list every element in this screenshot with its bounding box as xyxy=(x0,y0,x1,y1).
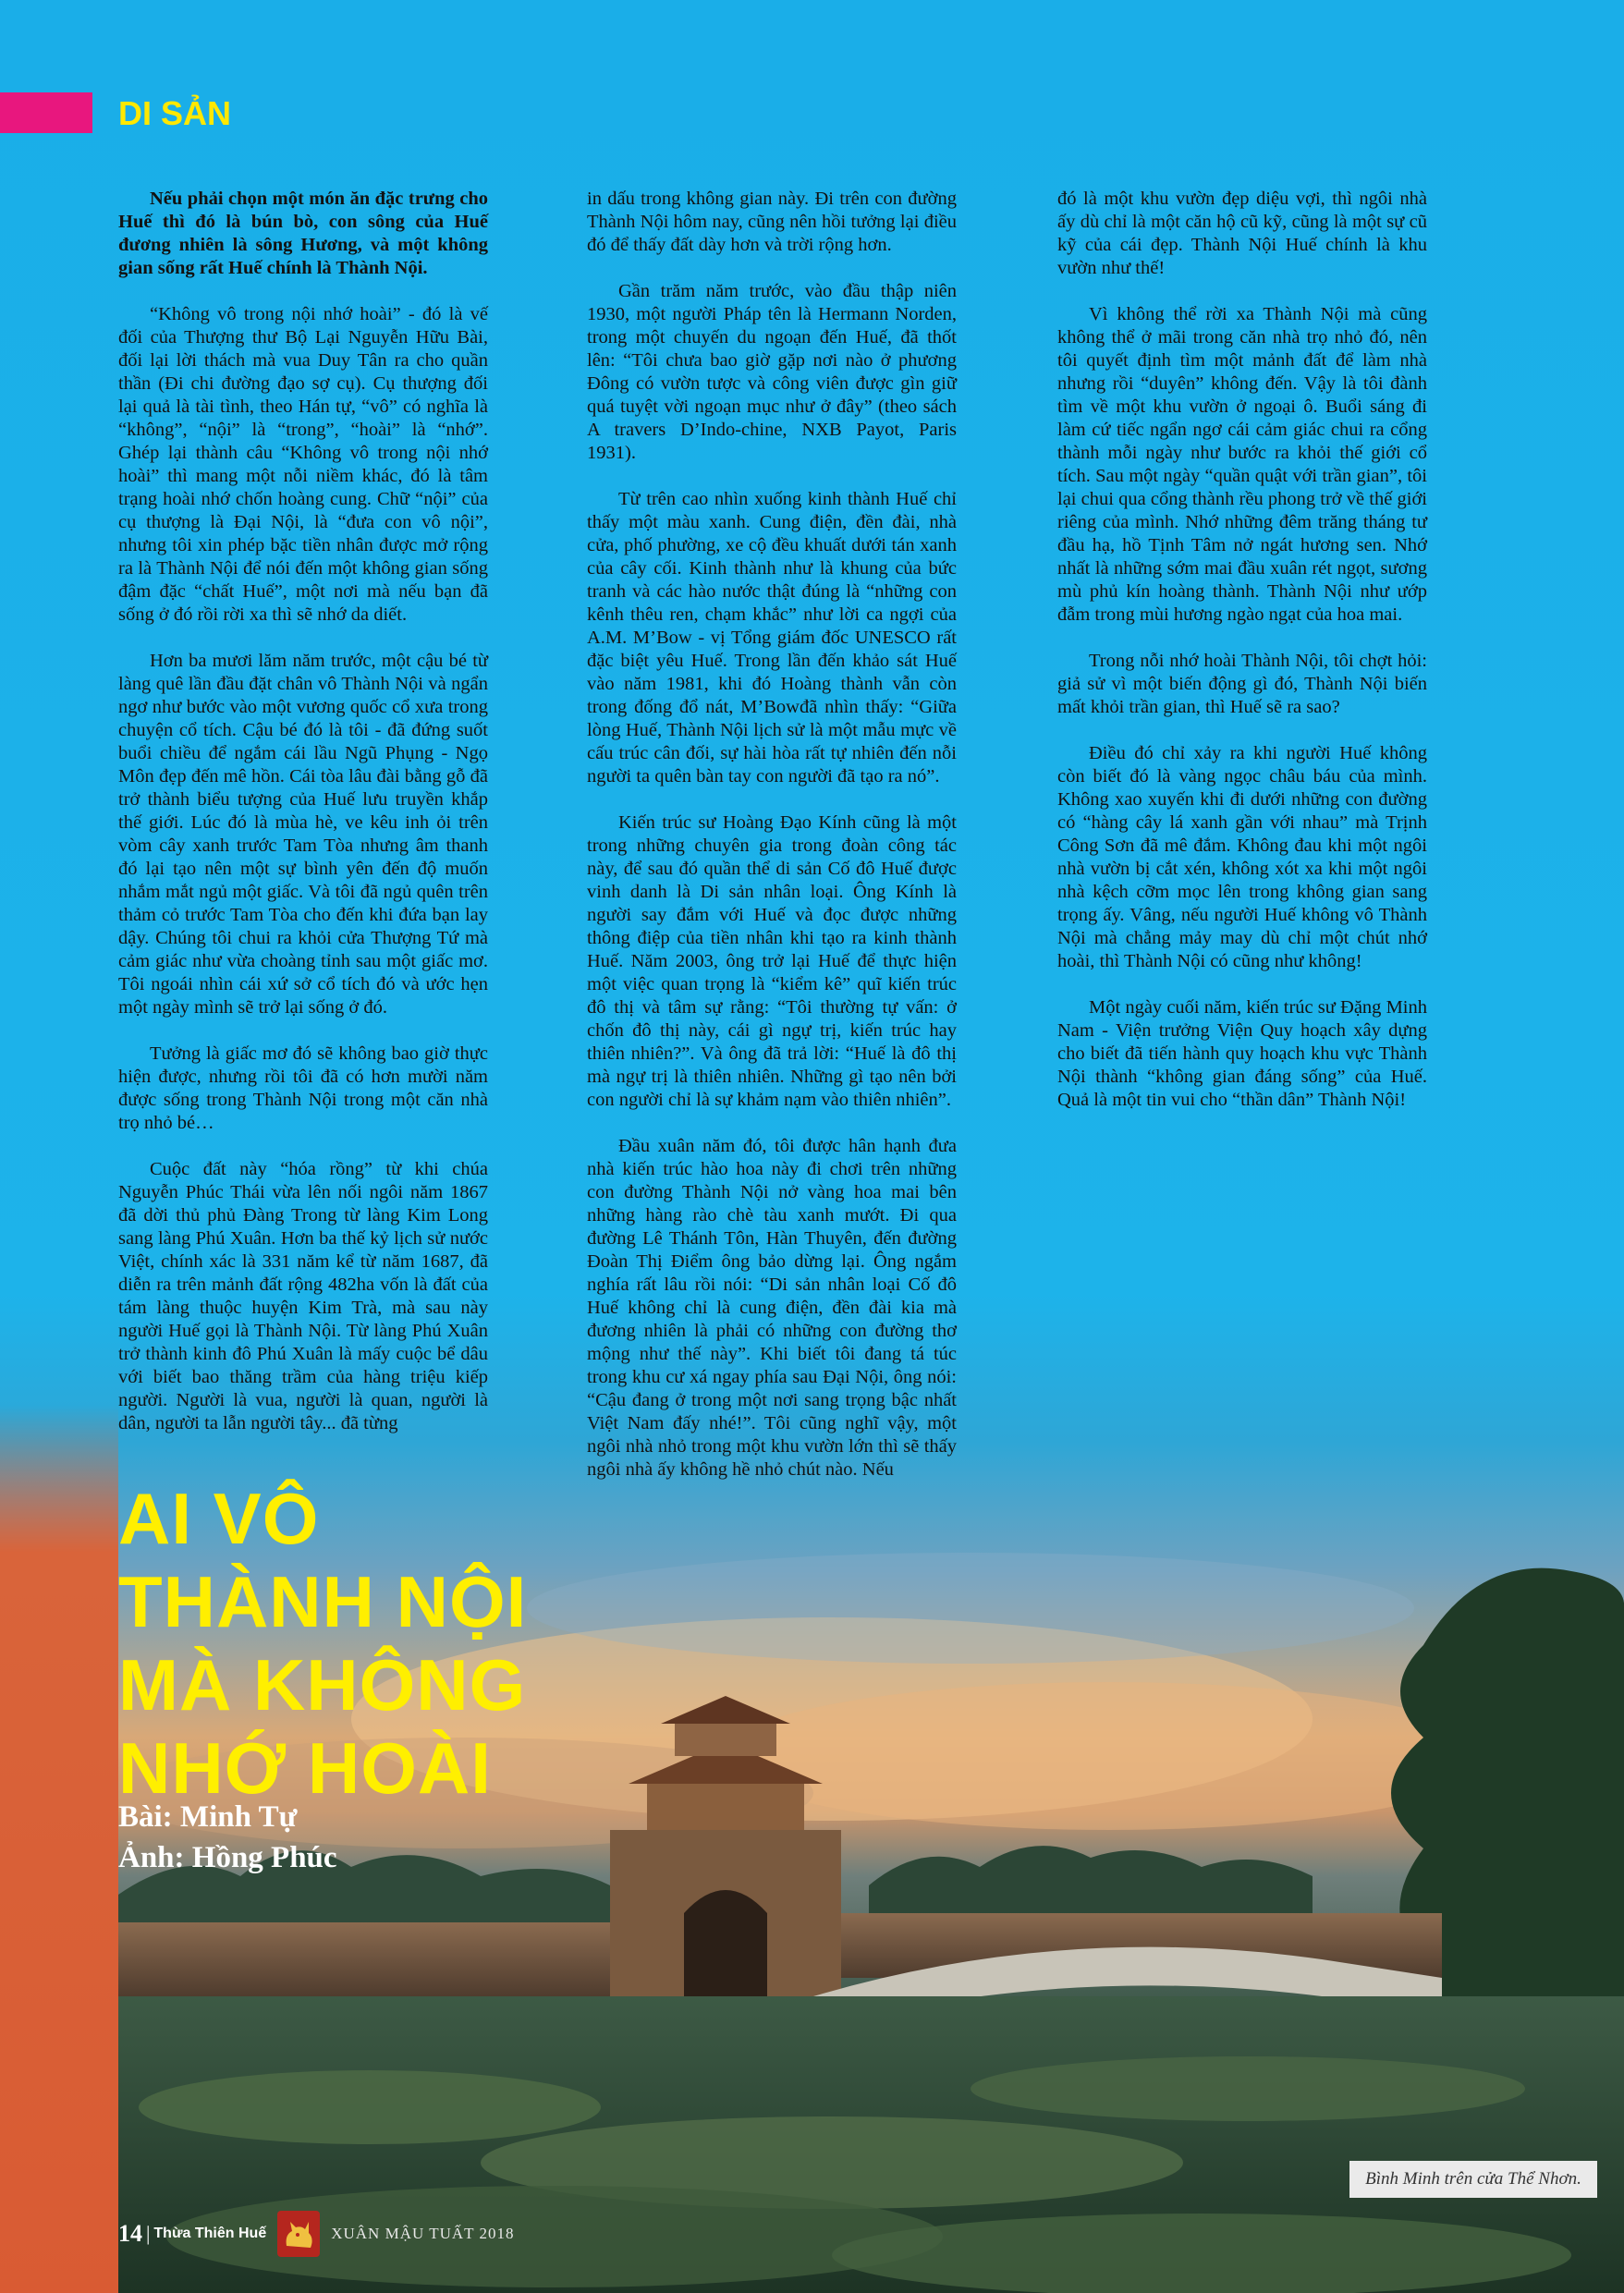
body-paragraph: Hơn ba mươi lăm năm trước, một cậu bé từ làng quê lần đầu đặt chân vô Thành Nội và ngẩn ngơ như bước vào một vương quốc cổ xưa trong chuyện cổ tích. Cậu bé đó là tôi - đã đứng suốt buổi chiều để ngắm cái lầu Ngũ Phụng - Ngọ Môn đẹp đến mê hồn. Cái tòa lâu đài bằng gỗ đã trở thành biểu tượng của Huế lưu truyền khắp thế giới. Lúc đó là mùa hè, ve kêu inh ỏi trên vòm cây xanh trước Tam Tòa nhưng âm thanh đó lại tạo nên một sự bình yên đến độ muốn nhắm mắt ngủ một giấc. Và tôi đã ngủ quên trên thảm cỏ trước Tam Tòa cho đến khi đứa bạn lay dậy. Chúng tôi chui ra khỏi cửa Thượng Tứ mà cảm giác như vừa choàng tỉnh sau một giấc mơ. Tôi ngoái nhìn cái xứ sở cổ tích đó và ước hẹn một ngày mình sẽ trở lại sống ở đó. xyxy=(118,651,488,1018)
byline-author: Bài: Minh Tự xyxy=(118,1800,298,1834)
body-paragraph: đó là một khu vườn đẹp diệu vợi, thì ngôi nhà ấy dù chỉ là một căn hộ cũ kỹ, cũng là một sự cũ kỹ của cái đẹp. Thành Nội Huế chính là khu vườn như thế! xyxy=(1057,189,1427,278)
headline-line: THÀNH NỘI xyxy=(118,1561,528,1642)
body-paragraph: Gần trăm năm trước, vào đầu thập niên 1930, một người Pháp tên là Hermann Norden, trong một chuyến du ngoạn đến Huế, đã thốt lên: “Tôi chưa bao giờ gặp nơi nào ở phương Đông có vườn tược và công viên được gìn giữ quá tuyệt vời ngoạn mục như ở đây” (theo sách A travers D’Indo-chine, NXB Payot, Paris 1931). xyxy=(587,281,957,463)
body-paragraph: Một ngày cuối năm, kiến trúc sư Đặng Minh Nam - Viện trưởng Viện Quy hoạch xây dựng cho biết đã tiến hành quy hoạch khu vực Thành Nội thành “không gian đáng sống” của Huế. Quả là một tin vui cho “thần dân” Thành Nội! xyxy=(1057,997,1427,1110)
body-paragraph: in dấu trong không gian này. Đi trên con đường Thành Nội hôm nay, cũng nên hồi tưởng lại điều đó để thấy đất dày hơn và trời rộng hơn. xyxy=(587,189,957,255)
page-footer xyxy=(118,2211,514,2257)
dog-zodiac-logo-icon xyxy=(277,2211,320,2257)
photo-caption: Bình Minh trên cửa Thể Nhơn. xyxy=(1349,2161,1597,2198)
headline-line: AI VÔ xyxy=(118,1478,320,1559)
article-headline xyxy=(118,1477,636,1810)
body-paragraph: Kiến trúc sư Hoàng Đạo Kính cũng là một trong những chuyên gia trong đoàn công tác này, để sau đó quần thể di sản Cố đô Huế được vinh danh là Di sản nhân loại. Ông Kính là người say đắm với Huế và đọc được những thông điệp của tiền nhân khi tạo ra kinh thành Huế. Năm 2003, ông trở lại Huế để thực hiện một việc quan trọng là “kiểm kê” quĩ kiến trúc đô thị và tâm sự rằng: “Tôi thường tự vấn: ở chốn đô thị này, cái gì ngự trị, kiến trúc hay thiên nhiên?”. Và ông đã trả lời: “Huế là đô thị mà ngự trị là thiên nhiên. Những gì tạo nên bởi con người chỉ là sự khảm nạm vào thiên nhiên”. xyxy=(587,812,957,1110)
body-paragraph: Từ trên cao nhìn xuống kinh thành Huế chỉ thấy một màu xanh. Cung điện, đền đài, nhà cửa, phố phường, xe cộ đều khuất dưới tán xanh của cây cối. Kinh thành như là khung của bức tranh và các hào nước thật đúng là “những con kênh thêu ren, chạm khắc” như lời ca ngợi của A.M. M’Bow - vị Tổng giám đốc UNESCO rất đặc biệt yêu Huế. Trong lần đến khảo sát Huế vào năm 1981, khi đó Hoàng thành vẫn còn trong đống đổ nát, M’Bowđã nhìn thấy: “Giữa lòng Huế, Thành Nội lịch sử là một mẫu mực về cấu trúc cân đối, sự hài hòa rất tự nhiên đến nỗi người ta quên bàn tay con người đã tạo ra nó”. xyxy=(587,489,957,787)
section-label: DI SẢN xyxy=(118,94,232,132)
byline-photo: Ảnh: Hồng Phúc xyxy=(118,1841,337,1874)
body-paragraph: Điều đó chỉ xảy ra khi người Huế không còn biết đó là vàng ngọc châu báu của mình. Không xao xuyến khi đi dưới những con đường có “hàng cây lá xanh gần với nhau” mà Trịnh Công Sơn đã mê đắm. Không đau khi một ngôi nhà vườn bị cắt xén, không xót xa khi một ngôi nhà kệch cỡm mọc lên trong không gian sang trọng ấy. Vâng, nếu người Huế không vô Thành Nội mà chẳng mảy may dù chỉ một chút nhớ hoài, thì Thành Nội có cũng như không! xyxy=(1057,743,1427,971)
text-column-2 xyxy=(587,188,957,1505)
section-tag-bar xyxy=(0,92,92,133)
headline-line: MÀ KHÔNG xyxy=(118,1644,527,1726)
text-column-1 xyxy=(118,188,488,1458)
orange-side-strip xyxy=(0,1405,118,2293)
body-paragraph: Tưởng là giấc mơ đó sẽ không bao giờ thực hiện được, nhưng rồi tôi đã có hơn mười năm được sống trong Thành Nội trong một căn nhà trọ nhỏ bé… xyxy=(118,1043,488,1133)
lead-paragraph: Nếu phải chọn một món ăn đặc trưng cho Huế thì đó là bún bò, con sông của Huế đương nhiên là sông Hương, và một không gian sống rất Huế chính là Thành Nội. xyxy=(118,189,488,278)
text-column-3 xyxy=(1057,188,1427,1135)
body-paragraph: Đầu xuân năm đó, tôi được hân hạnh đưa nhà kiến trúc hào hoa này đi chơi trên những con đường Thành Nội nở vàng hoa mai bên những hàng rào chè tàu xanh mướt. Đi qua đường Lê Thánh Tôn, Hàn Thuyên, đến đường Đoàn Thị Điểm ông bảo dừng lại. Ông ngắm nghía rất lâu rồi nói: “Di sản nhân loại Cố đô Huế không chỉ là cung điện, đền đài kia mà đương nhiên là phải có những con đường thơ mộng như thế này”. Khi biết tôi đang tá túc trong khu cư xá ngay phía sau Đại Nội, ông nói: “Cậu đang ở trong một nơi sang trọng bậc nhất Việt Nam đấy nhé!”. Tôi cũng nghĩ vậy, một ngôi nhà nhỏ trong một khu vườn lớn thì sẽ thấy ngôi nhà ấy không hề nhỏ chút nào. Nếu xyxy=(587,1136,957,1480)
issue-name: XUÂN MẬU TUẤT 2018 xyxy=(331,2225,515,2242)
body-paragraph: Cuộc đất này “hóa rồng” từ khi chúa Nguyễn Phúc Thái vừa lên nối ngôi năm 1867 đã dời thủ phủ Đàng Trong từ làng Kim Long sang làng Phú Xuân. Hơn ba thế kỷ lịch sử nước Việt, chính xác là 331 năm kể từ năm 1687, đã diễn ra trên mảnh đất rộng 482ha vốn là đất của tám làng thuộc huyện Kim Trà, mà sau này người Huế gọi là Thành Nội. Từ làng Phú Xuân trở thành kinh đô Phú Xuân là mấy cuộc bể dâu với biết bao thăng trầm của hàng triệu kiếp người. Người là vua, người là quan, người là dân, người ta lẫn người tây... đã từng xyxy=(118,1159,488,1433)
headline-line: NHỚ HOÀI xyxy=(118,1727,492,1809)
body-paragraph: “Không vô trong nội nhớ hoài” - đó là vế đối của Thượng thư Bộ Lại Nguyễn Hữu Bài, đối lại lời thách mà vua Duy Tân ra cho quần thần (Đi chi đường đạo sợ cụ). Cụ thượng đối lại quả là tài tình, theo Hán tự, “vô” có nghĩa là “không”, “nội” là “trong”, “hoài” là “nhớ”. Ghép lại thành câu “Không vô trong nội nhớ hoài” thì mang một nỗi niềm khác, đó là tâm trạng hoài nhớ chốn hoàng cung. Chữ “nội” của cụ thượng là Đại Nội, là “đưa con vô nội”, nhưng tôi xin phép bặc tiền nhân được mở rộng ra là Thành Nội để nói đến một không gian sống đậm đặc “chất Huế”, một nơi mà nếu bạn đã sống ở đó rồi rời xa thì sẽ nhớ da diết. xyxy=(118,304,488,625)
magazine-name: Thừa Thiên Huế xyxy=(153,2226,267,2241)
page-number: 14 xyxy=(118,2220,142,2247)
body-paragraph: Vì không thể rời xa Thành Nội mà cũng không thể ở mãi trong căn nhà trọ nhỏ đó, nên tôi quyết định tìm một mảnh đất để làm nhà nhưng rồi “duyên” không đến. Vậy là tôi đành tìm về một khu vườn ở ngoại ô. Buổi sáng đi làm cứ tiếc ngẩn ngơ cái cảm giác chui ra cổng thành mỗi ngày như bước ra khỏi thế giới cổ tích. Sau một ngày “quần quật với trần gian”, tôi lại chui qua cổng thành rều phong trở về thế giới riêng của mình. Nhớ những đêm trăng tháng tư đầu hạ, hồ Tịnh Tâm nở ngát hương sen. Nhớ nhất là những sớm mai đầu xuân rét ngọt, sương mù phủ kín hoàng thành. Thành Nội như ướp đẫm trong mùi hương ngào ngạt của hoa mai. xyxy=(1057,304,1427,625)
footer-separator: | xyxy=(146,2222,151,2245)
body-paragraph: Trong nỗi nhớ hoài Thành Nội, tôi chợt hỏi: giả sử vì một biến động gì đó, Thành Nội biến mất khỏi trần gian, thì Huế sẽ ra sao? xyxy=(1057,651,1427,717)
